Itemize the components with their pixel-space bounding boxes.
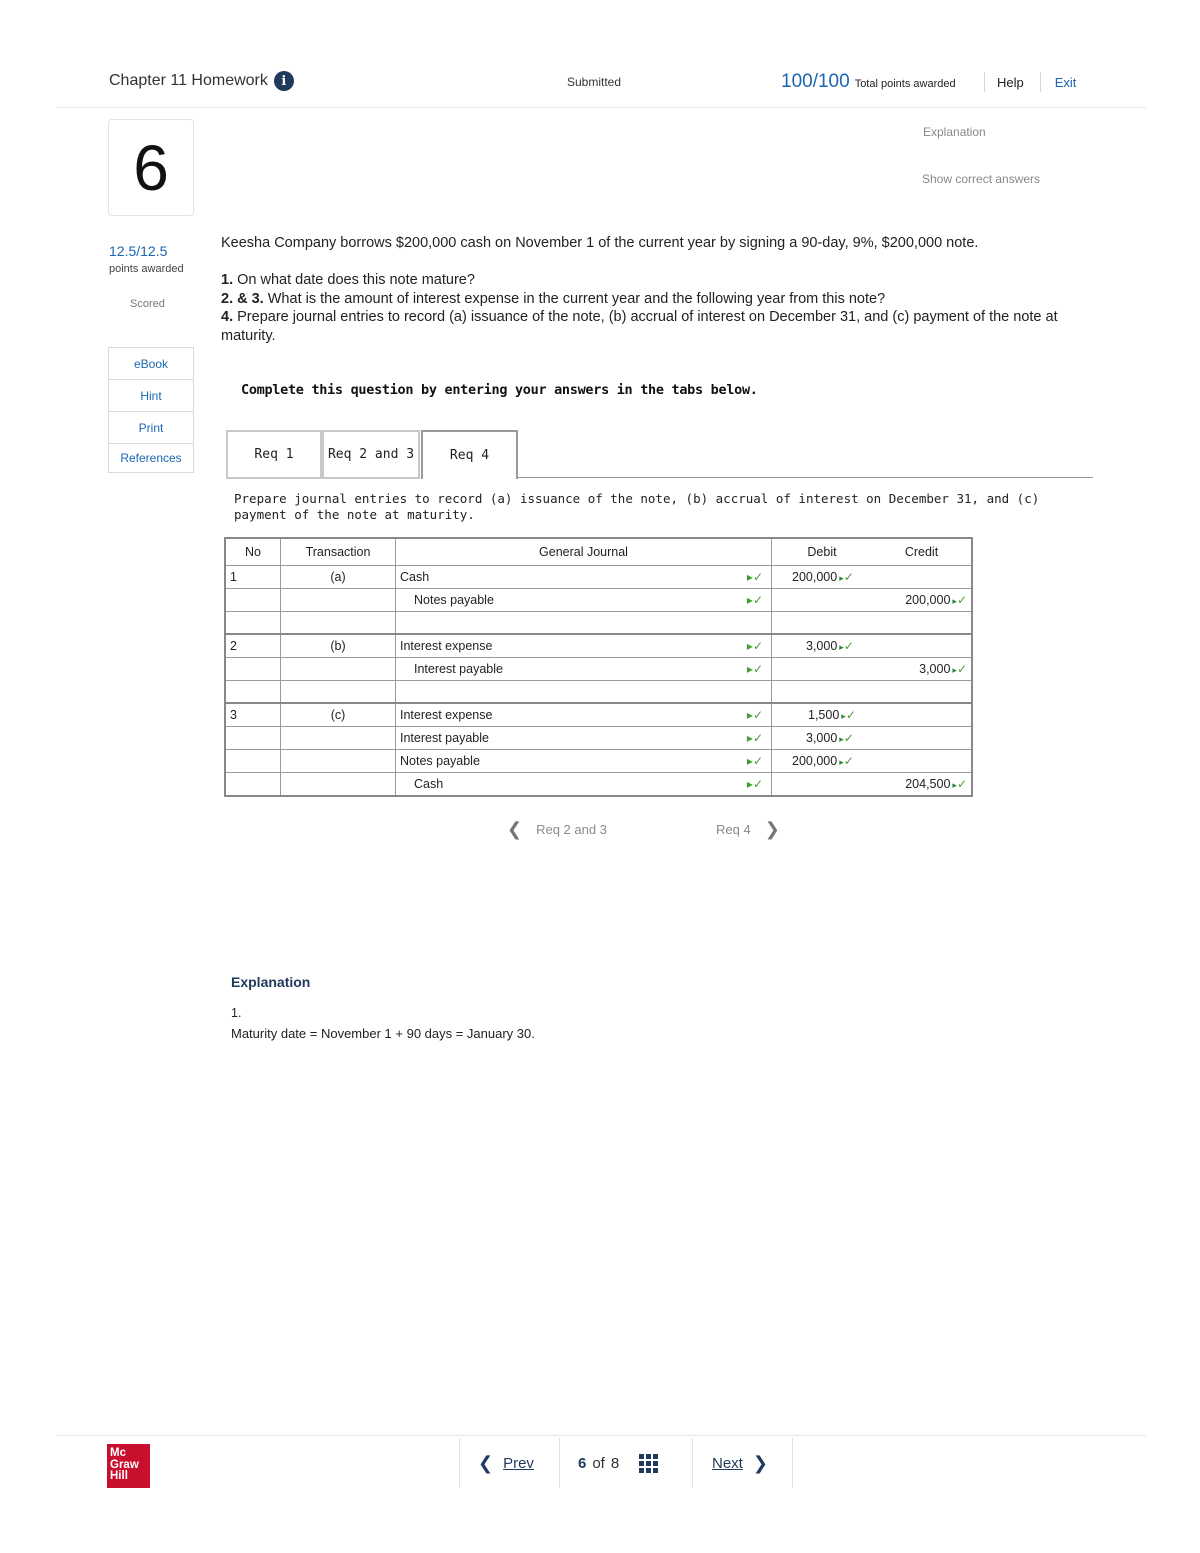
cell-account [396,658,772,681]
explanation-number: 1. [231,1006,242,1020]
cell-credit[interactable] [872,750,972,773]
chevron-left-icon: ❮ [478,1452,494,1473]
print-button[interactable]: Print [109,412,193,444]
check-icon: ▸✓ [952,593,967,607]
debit-value[interactable]: 1,500 [808,708,840,722]
cell-debit [772,634,873,658]
divider [692,1438,693,1488]
cell-credit[interactable] [872,727,972,750]
account-name[interactable]: Notes payable [414,593,494,607]
header-transaction: Transaction [281,538,396,566]
page-of: of [592,1454,605,1472]
references-button[interactable]: References [120,451,182,465]
cell-transaction: (c) [281,703,396,727]
explanation-text: Maturity date = November 1 + 90 days = January 30. [231,1026,535,1041]
cell-transaction [281,727,396,750]
cell-debit [772,727,873,750]
cell-account [396,566,772,589]
ebook-button[interactable]: eBook [109,348,193,380]
explanation-link[interactable]: Explanation [923,125,986,139]
check-icon: ▸✓ [839,731,854,745]
cell-credit[interactable] [872,566,972,589]
cell-transaction [281,773,396,797]
account-name[interactable]: Cash [414,777,444,791]
chevron-right-icon: ❯ [764,819,780,839]
cell-credit[interactable] [872,703,972,727]
check-icon: ▸✓ [746,777,763,791]
check-icon: ▸✓ [952,777,967,791]
info-icon[interactable]: i [274,71,294,91]
tab-instruction: Prepare journal entries to record (a) issuance of the note, (b) accrual of interest on December 31, and (c) payment of the note at maturity. [234,491,1040,522]
check-icon: ▸✓ [746,662,763,676]
cell-debit[interactable] [772,589,873,612]
footer-divider [56,1435,1146,1436]
cell-no: 2 [225,634,281,658]
current-page: 6 [578,1454,587,1472]
credit-value[interactable]: 200,000 [905,593,951,607]
cell-debit[interactable] [772,658,873,681]
cell-credit [872,589,972,612]
divider [459,1438,460,1488]
credit-value[interactable]: 204,500 [905,777,951,791]
mcgraw-hill-logo: Mc Graw Hill [107,1444,150,1488]
debit-value[interactable]: 3,000 [806,639,838,653]
table-row [225,658,972,681]
debit-value[interactable]: 200,000 [792,754,838,768]
check-icon: ▸✓ [839,639,854,653]
cell-no: 1 [225,566,281,589]
header-credit: Credit [872,538,972,566]
next-label: Next [712,1454,743,1472]
account-name[interactable]: Notes payable [400,754,480,768]
divider [792,1438,793,1488]
prev-label: Prev [503,1454,534,1472]
check-icon: ▸✓ [746,570,763,584]
question-text: Keesha Company borrows $200,000 cash on November 1 of the current year by signing a 90-day, 9%, $200,000 note. [221,235,979,251]
assignment-title [109,71,294,91]
journal-table [224,537,973,797]
table-row-empty [225,681,972,704]
check-icon: ▸✓ [746,593,763,607]
explanation-heading: Explanation [231,974,311,990]
table-row [225,750,972,773]
debit-value[interactable]: 3,000 [806,731,838,745]
cell-account [396,750,772,773]
cell-transaction: (b) [281,634,396,658]
cell-no [225,773,281,797]
prev-tab-button[interactable] [507,819,607,840]
cell-credit [872,658,972,681]
hint-button[interactable]: Hint [109,380,193,412]
question-item: 1. On what date does this note mature? [221,272,475,288]
credit-value[interactable]: 3,000 [919,662,951,676]
cell-transaction [281,750,396,773]
table-row [225,634,972,658]
header-debit: Debit [772,538,873,566]
points-label: points awarded [109,263,184,275]
next-question-button[interactable] [712,1438,768,1488]
account-name[interactable]: Interest payable [414,662,503,676]
exit-link[interactable]: Exit [1054,74,1077,90]
tab-req-2-and-3[interactable]: Req 2 and 3 [322,430,420,479]
check-icon: ▸✓ [841,708,856,722]
table-row [225,589,972,612]
next-tab-button[interactable] [716,819,780,840]
cell-credit[interactable] [872,634,972,658]
cell-no [225,750,281,773]
cell-debit [772,566,873,589]
table-row [225,773,972,797]
scored-label: Scored [130,298,165,310]
question-pager[interactable] [578,1438,658,1488]
header-no: No [225,538,281,566]
cell-account [396,727,772,750]
cell-debit [772,750,873,773]
score-label: Total points awarded [854,78,956,90]
account-name[interactable]: Interest expense [400,708,493,722]
chevron-right-icon: ❯ [752,1452,768,1473]
total-score [781,71,956,93]
submission-status: Submitted [567,75,622,89]
total-pages: 8 [610,1454,620,1472]
tab-baseline [517,477,1093,478]
cell-account [396,589,772,612]
account-name[interactable]: Interest expense [400,639,493,653]
header-general-journal: General Journal [396,538,772,566]
points-value: 12.5/12.5 [109,243,168,259]
check-icon: ▸✓ [746,754,763,768]
cell-account [396,773,772,797]
chevron-left-icon: ❮ [507,819,523,839]
cell-account [396,634,772,658]
check-icon: ▸✓ [952,662,967,676]
header-links [984,72,1076,92]
account-name[interactable]: Interest payable [400,731,489,745]
prev-tab-label: Req 2 and 3 [536,822,607,837]
tab-req-1[interactable]: Req 1 [226,430,322,479]
table-row [225,727,972,750]
cell-transaction [281,589,396,612]
account-name[interactable]: Cash [400,570,430,584]
show-correct-answers-link[interactable]: Show correct answers [922,172,1041,186]
check-icon: ▸✓ [746,731,763,745]
tab-req-4[interactable]: Req 4 [421,430,518,479]
check-icon: ▸✓ [839,754,854,768]
assignment-title-text: Chapter 11 Homework [109,72,268,89]
next-tab-label: Req 4 [716,822,751,837]
cell-account [396,703,772,727]
prev-question-button[interactable] [478,1438,534,1488]
cell-no [225,589,281,612]
cell-transaction: (a) [281,566,396,589]
cell-credit [872,773,972,797]
cell-transaction [281,658,396,681]
cell-no [225,658,281,681]
check-icon: ▸✓ [839,570,854,584]
divider [559,1438,560,1488]
table-header-row [225,538,972,566]
help-link[interactable]: Help [997,74,1024,90]
question-items [221,271,1091,345]
score-value: 100/100 [781,71,850,92]
table-row [225,703,972,727]
question-item: 4. Prepare journal entries to record (a) issuance of the note, (b) accrual of interest on December 31, and (c) payment of the note at maturity. [221,309,1058,344]
cell-no [225,727,281,750]
cell-no: 3 [225,703,281,727]
complete-instruction: Complete this question by entering your answers in the tabs below. [241,382,758,398]
side-buttons [108,347,194,473]
table-row [225,566,972,589]
question-item: 2. & 3. What is the amount of interest expense in the current year and the following year from this note? [221,290,886,307]
grid-icon[interactable] [639,1454,658,1473]
cell-debit [772,703,873,727]
table-row-empty [225,612,972,635]
debit-value[interactable]: 200,000 [792,570,838,584]
question-number: 6 [108,119,194,216]
header-divider [56,107,1146,108]
cell-debit[interactable] [772,773,873,797]
check-icon: ▸✓ [746,639,763,653]
check-icon: ▸✓ [746,708,763,722]
